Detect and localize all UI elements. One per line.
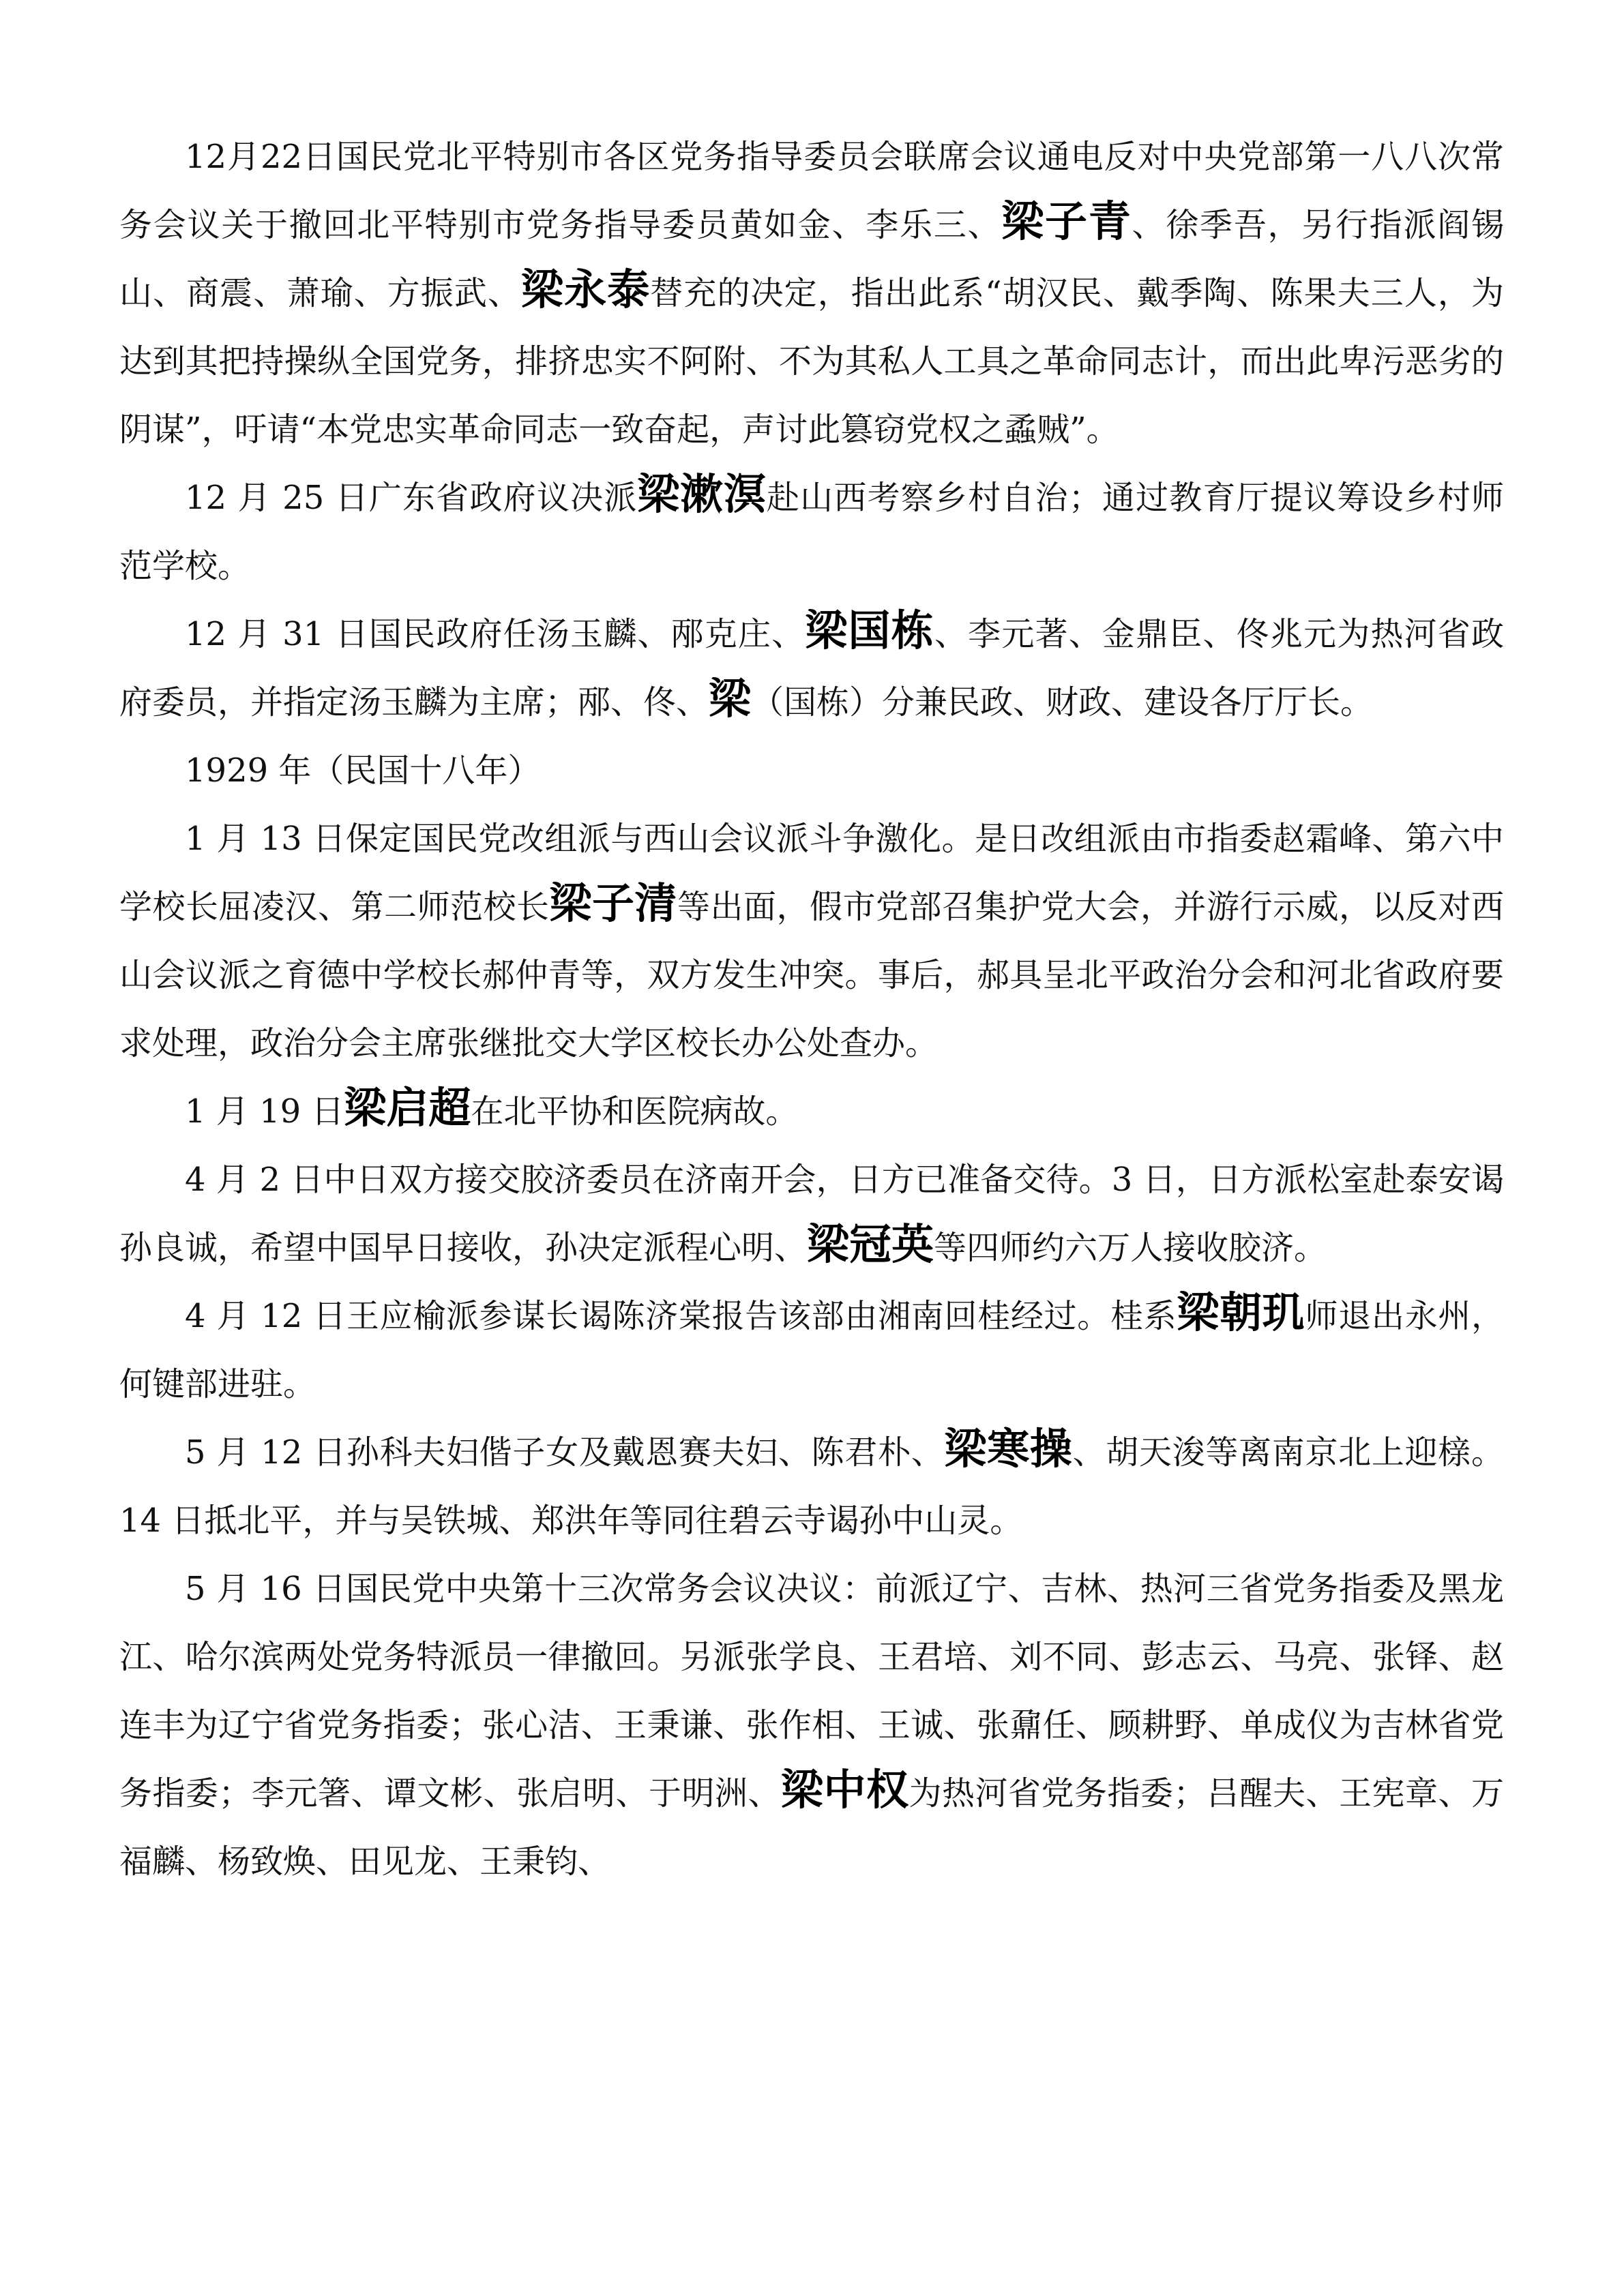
paragraph-6: [119, 1077, 1504, 1146]
text-segment: 5 月 16 日国民党中央第十三次常务会议决议：前派辽宁、吉林、热河三省党务指委及黑龙江、哈尔滨两处党务特派员一律撤回。另派张学良、王君培、刘不同、彭志云、马亮、张铎、赵连丰为辽宁省党务指委；张心洁、王秉谦、张作相、王诚、张鼐任、顾耕野、单成仪为吉林省党务指委；李元箸、谭文彬、张启明、于明洲、: [119, 1570, 1504, 1813]
text-segment: 师退出永州，何键部进驻。: [119, 1297, 1504, 1403]
text-segment: 、徐季吾，另行指派阎锡山、商震、萧瑜、方振武、: [119, 206, 1504, 312]
highlighted-name: 梁子清: [549, 878, 677, 928]
highlighted-name: 梁漱溟: [637, 469, 767, 519]
text-segment: 等出面，假市党部召集护党大会，并游行示威，以反对西山会议派之育德中学校长郝仲青等，双方发生冲突。事后，郝具呈北平政治分会和河北省政府要求处理，政治分会主席张继批交大学区校长办公处查办。: [119, 888, 1504, 1062]
text-segment: （国栋）分兼民政、财政、建设各厅厅长。: [751, 683, 1374, 721]
text-segment: 1 月 19 日: [185, 1092, 344, 1131]
text-segment: 、胡天浚等离南京北上迎榇。14 日抵北平，并与吴铁城、郑洪年等同往碧云寺谒孙中山灵。: [119, 1433, 1504, 1540]
text-segment: 5 月 12 日孙科夫妇偕子女及戴恩赛夫妇、陈君朴、: [185, 1433, 945, 1472]
text-segment: 1 月 13 日保定国民党改组派与西山会议派斗争激化。是日改组派由市指委赵霜峰、第六中学校长屈凌汉、第二师范校长: [119, 820, 1504, 926]
highlighted-name: 梁朝玑: [1177, 1287, 1305, 1337]
text-segment: 4 月 2 日中日双方接交胶济委员在济南开会，日方已准备交待。3 日，日方派松室赴泰安谒孙良诚，希望中国早日接收，孙决定派程心明、: [119, 1161, 1504, 1267]
paragraph-5: [119, 805, 1504, 1077]
text-segment: 4 月 12 日王应榆派参谋长谒陈济棠报告该部由湘南回桂经过。桂系: [185, 1297, 1177, 1335]
highlighted-name: 梁冠英: [807, 1219, 934, 1269]
text-segment: 为热河省党务指委；吕醒夫、王宪章、万福麟、杨致焕、田见龙、王秉钧、: [119, 1774, 1504, 1881]
paragraph-2: [119, 464, 1504, 600]
highlighted-name: 梁中权: [780, 1765, 909, 1815]
paragraph-3: [119, 600, 1504, 736]
paragraph-10: [119, 1555, 1504, 1896]
paragraph-8: [119, 1282, 1504, 1418]
highlighted-name: 梁启超: [344, 1083, 471, 1133]
paragraph-1: [119, 123, 1504, 464]
text-segment: 12月22日国民党北平特别市各区党务指导委员会联席会议通电反对中央党部第一八八次常务会议关于撤回北平特别市党务指导委员黄如金、李乐三、: [119, 138, 1504, 244]
text-segment: 1929 年（民国十八年）: [185, 751, 541, 790]
text-segment: 12 月 31 日国民政府任汤玉麟、邴克庄、: [185, 615, 806, 653]
text-segment: 、李元著、金鼎臣、佟兆元为热河省政府委员，并指定汤玉麟为主席；邴、佟、: [119, 615, 1504, 721]
highlighted-name: 梁国栋: [805, 606, 934, 655]
text-segment: 12 月 25 日广东省政府议决派: [185, 479, 638, 517]
document-page: [119, 123, 1504, 1896]
year-heading: [119, 736, 1504, 805]
text-segment: 赴山西考察乡村自治；通过教育厅提议筹设乡村师范学校。: [119, 479, 1504, 585]
text-segment: 替充的决定，指出此系“胡汉民、戴季陶、陈果夫三人，为达到其把持操纵全国党务，排挤忠实不阿附、不为其私人工具之革命同志计，而出此卑污恶劣的阴谋”，吁请“本党忠实革命同志一致奋起，声讨此篡窃党权之蟊贼”。: [119, 274, 1504, 449]
highlighted-name: 梁子青: [1001, 196, 1132, 246]
paragraph-9: [119, 1418, 1504, 1555]
highlighted-name: 梁永泰: [521, 265, 651, 314]
text-segment: 等四师约六万人接收胶济。: [934, 1229, 1327, 1267]
highlighted-name: 梁寒操: [944, 1424, 1073, 1474]
text-segment: 在北平协和医院病故。: [471, 1092, 799, 1131]
paragraph-7: [119, 1146, 1504, 1282]
highlighted-name: 梁: [709, 674, 752, 724]
